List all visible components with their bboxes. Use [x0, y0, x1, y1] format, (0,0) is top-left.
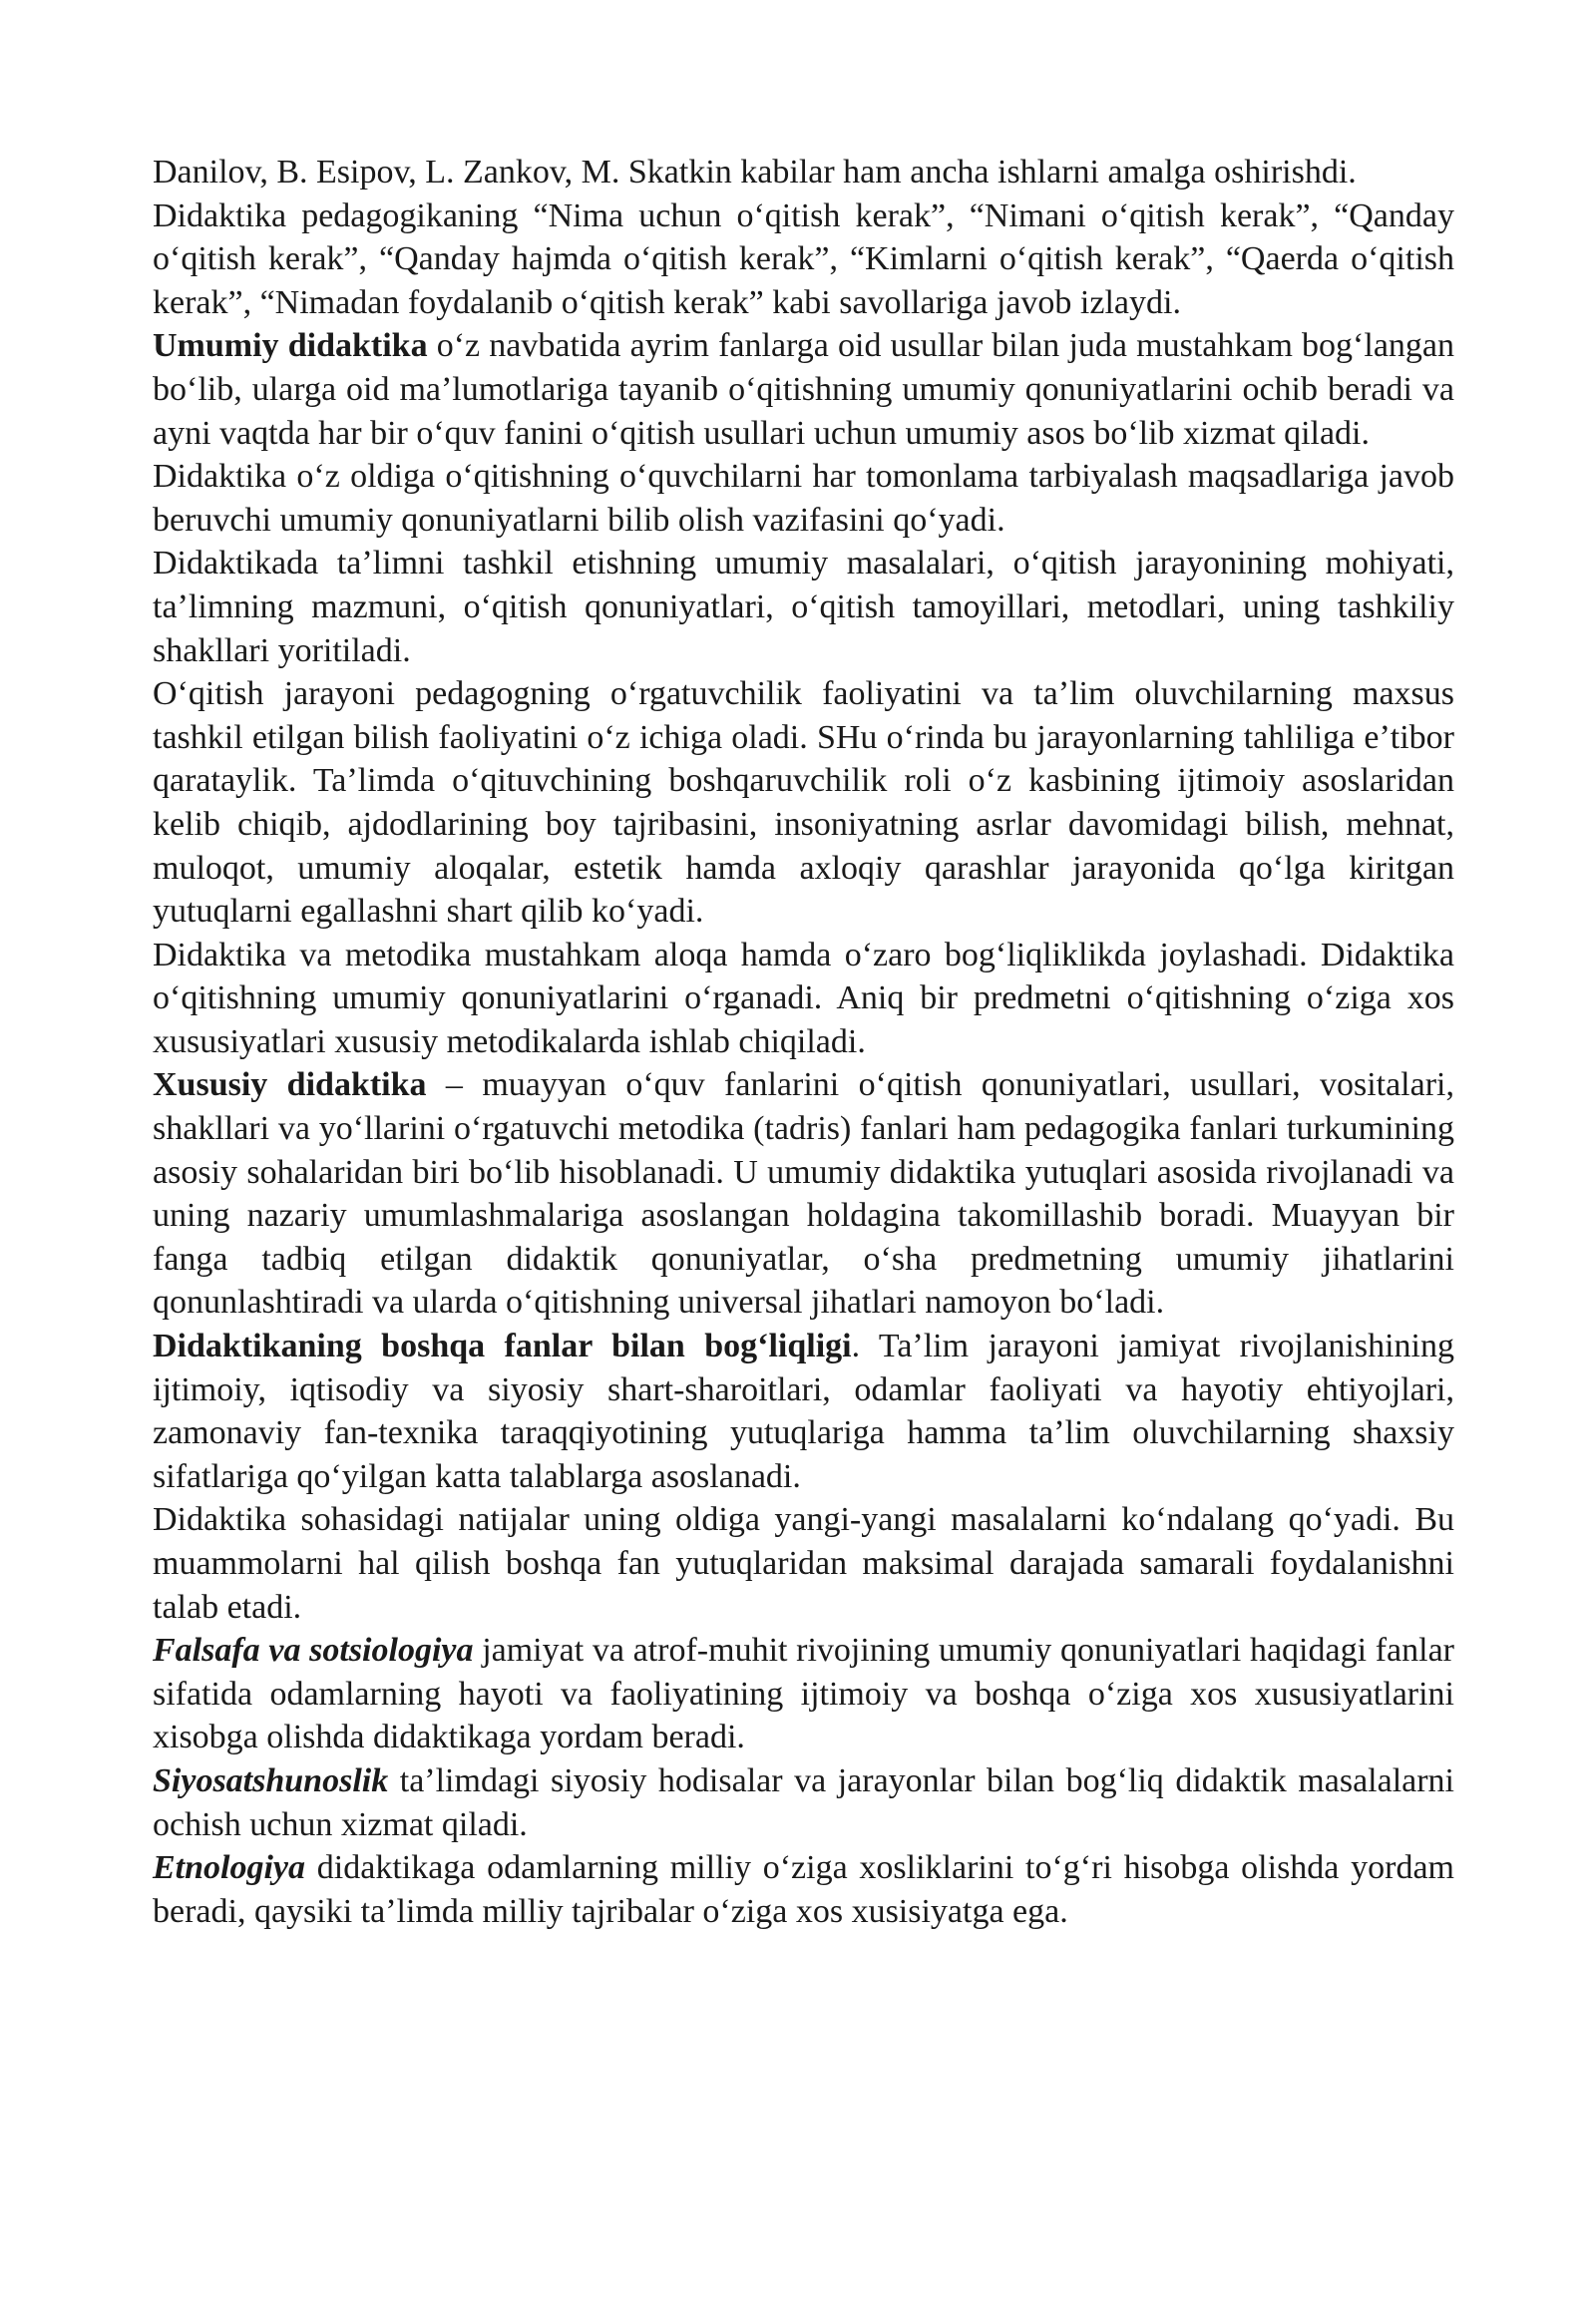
paragraph-7 — [153, 934, 1454, 1064]
paragraph-8 — [153, 1063, 1454, 1325]
paragraph-2 — [153, 194, 1454, 325]
paragraph-7-text: Didaktika va metodika mustahkam aloqa hamda oʻzaro bogʻliqliklikda joylashadi. Didaktika oʻqitishning umumiy qonuniyatlarini oʻrganadi. Aniq bir predmetni oʻqitishning oʻziga xos xususiyatlari xususiy metodikalarda ishlab chiqiladi. — [153, 936, 1454, 1060]
paragraph-1-text: Danilov, B. Esipov, L. Zankov, M. Skatkin kabilar ham ancha ishlarni amalga oshirishdi. — [153, 154, 1357, 191]
term-siyosatshunoslik: Siyosatshunoslik — [153, 1761, 389, 1799]
paragraph-6-text: Oʻqitish jarayoni pedagogning oʻrgatuvchilik faoliyatini va taʼlim oluvchilarning maxsus tashkil etilgan bilish faoliyatini oʻz ichiga oladi. SHu oʻrinda bu jarayonlarning tahliliga eʼtibor qarataylik. Taʼlimda oʻqituvchining boshqaruvchilik roli oʻz kasbining ijtimoiy asoslaridan kelib chiqib, ajdodlarining boy tajribasini, insoniyatning asrlar davomidagi bilish, mehnat, muloqot, umumiy aloqalar, estetik hamda axloqiy qarashlar jarayonida qoʻlga kiritgan yutuqlarni egallashni shart qilib koʻyadi. — [153, 675, 1454, 931]
paragraph-4-text: Didaktika oʻz oldiga oʻqitishning oʻquvchilarni har tomonlama tarbiyalash maqsadlariga javob beruvchi umumiy qonuniyatlarni bilib olish vazifasini qoʻyadi. — [153, 458, 1454, 539]
paragraph-11 — [153, 1629, 1454, 1759]
term-falsafa-sotsiologiya: Falsafa va sotsiologiya — [153, 1632, 474, 1670]
paragraph-9-text: . Taʼlim jarayoni jamiyat rivojlanishining ijtimoiy, iqtisodiy va siyosiy shart-sharoitlari, odamlar faoliyati va hayotiy ehtiyojlari, zamonaviy fan-texnika taraqqiyotining yutuqlariga hamma taʼlim oluvchilarning shaxsiy sifatlariga qoʻyilgan katta talablarga asoslanadi. — [153, 1328, 1454, 1495]
paragraph-1 — [153, 151, 1454, 194]
paragraph-3-text: oʻz navbatida ayrim fanlarga oid usullar bilan juda mustahkam bogʻlangan boʻlib, ularga oid maʼlumotlariga tayanib oʻqitishning umumiy qonuniyatlarini ochib beradi va ayni vaqtda har bir oʻquv fanini oʻqitish usullari uchun umumiy asos boʻlib xizmat qiladi. — [153, 327, 1455, 452]
paragraph-13 — [153, 1846, 1454, 1933]
paragraph-9 — [153, 1325, 1454, 1498]
paragraph-12-text: taʼlimdagi siyosiy hodisalar va jarayonlar bilan bogʻliq didaktik masalalarni ochish uchun xizmat qiladi. — [153, 1761, 1454, 1843]
paragraph-11-text: jamiyat va atrof-muhit rivojining umumiy qonuniyatlari haqidagi fanlar sifatida odamlarning hayoti va faoliyatining ijtimoiy va boshqa oʻziga xos xususiyatlarini xisobga olishda didaktikaga yordam beradi. — [153, 1632, 1455, 1756]
paragraph-12 — [153, 1759, 1454, 1846]
paragraph-5-text: Didaktikada taʼlimni tashkil etishning umumiy masalalari, oʻqitish jarayonining mohiyati, taʼlimning mazmuni, oʻqitish qonuniyatlari, oʻqitish tamoyillari, metodlari, uning tashkiliy shakllari yoritiladi. — [153, 545, 1454, 669]
paragraph-5 — [153, 542, 1454, 672]
term-didaktika-boshqa-fanlar: Didaktikaning boshqa fanlar bilan bogʻliqligi — [153, 1328, 852, 1365]
document-page — [153, 151, 1454, 1933]
paragraph-8-text: – muayyan oʻquv fanlarini oʻqitish qonuniyatlari, usullari, vositalari, shakllari va yoʻllarini oʻrgatuvchi metodika (tadris) fanlari ham pedagogika fanlari turkumining asosiy sohalaridan biri boʻlib hisoblanadi. U umumiy didaktika yutuqlari asosida rivojlanadi va uning nazariy umumlashmalariga asoslangan holdagina takomillashib boradi. Muayyan bir fanga tadbiq etilgan didaktik qonuniyatlar, oʻsha predmetning umumiy jihatlarini qonunlashtiradi va ularda oʻqitishning universal jihatlari namoyon boʻladi. — [153, 1066, 1454, 1322]
paragraph-6 — [153, 672, 1454, 934]
paragraph-3 — [153, 324, 1454, 455]
paragraph-13-text: didaktikaga odamlarning milliy oʻziga xosliklarini toʻgʻri hisobga olishda yordam beradi, qaysiki taʼlimda milliy tajribalar oʻziga xos xusisiyatga ega. — [153, 1849, 1454, 1930]
paragraph-10-text: Didaktika sohasidagi natijalar uning oldiga yangi-yangi masalalarni koʻndalang qoʻyadi. Bu muammolarni hal qilish boshqa fan yutuqlaridan maksimal darajada samarali foydalanishni talab etadi. — [153, 1501, 1454, 1626]
term-umumiy-didaktika: Umumiy didaktika — [153, 327, 428, 365]
paragraph-10 — [153, 1498, 1454, 1629]
term-etnologiya: Etnologiya — [153, 1849, 306, 1887]
term-xususiy-didaktika: Xususiy didaktika — [153, 1066, 427, 1104]
paragraph-2-text: Didaktika pedagogikaning “Nima uchun oʻqitish kerak”, “Nimani oʻqitish kerak”, “Qanday oʻqitish kerak”, “Qanday hajmda oʻqitish kerak”, “Kimlarni oʻqitish kerak”, “Qaerda oʻqitish kerak”, “Nimadan foydalanib oʻqitish kerak” kabi savollariga javob izlaydi. — [153, 196, 1454, 321]
paragraph-4 — [153, 455, 1454, 542]
